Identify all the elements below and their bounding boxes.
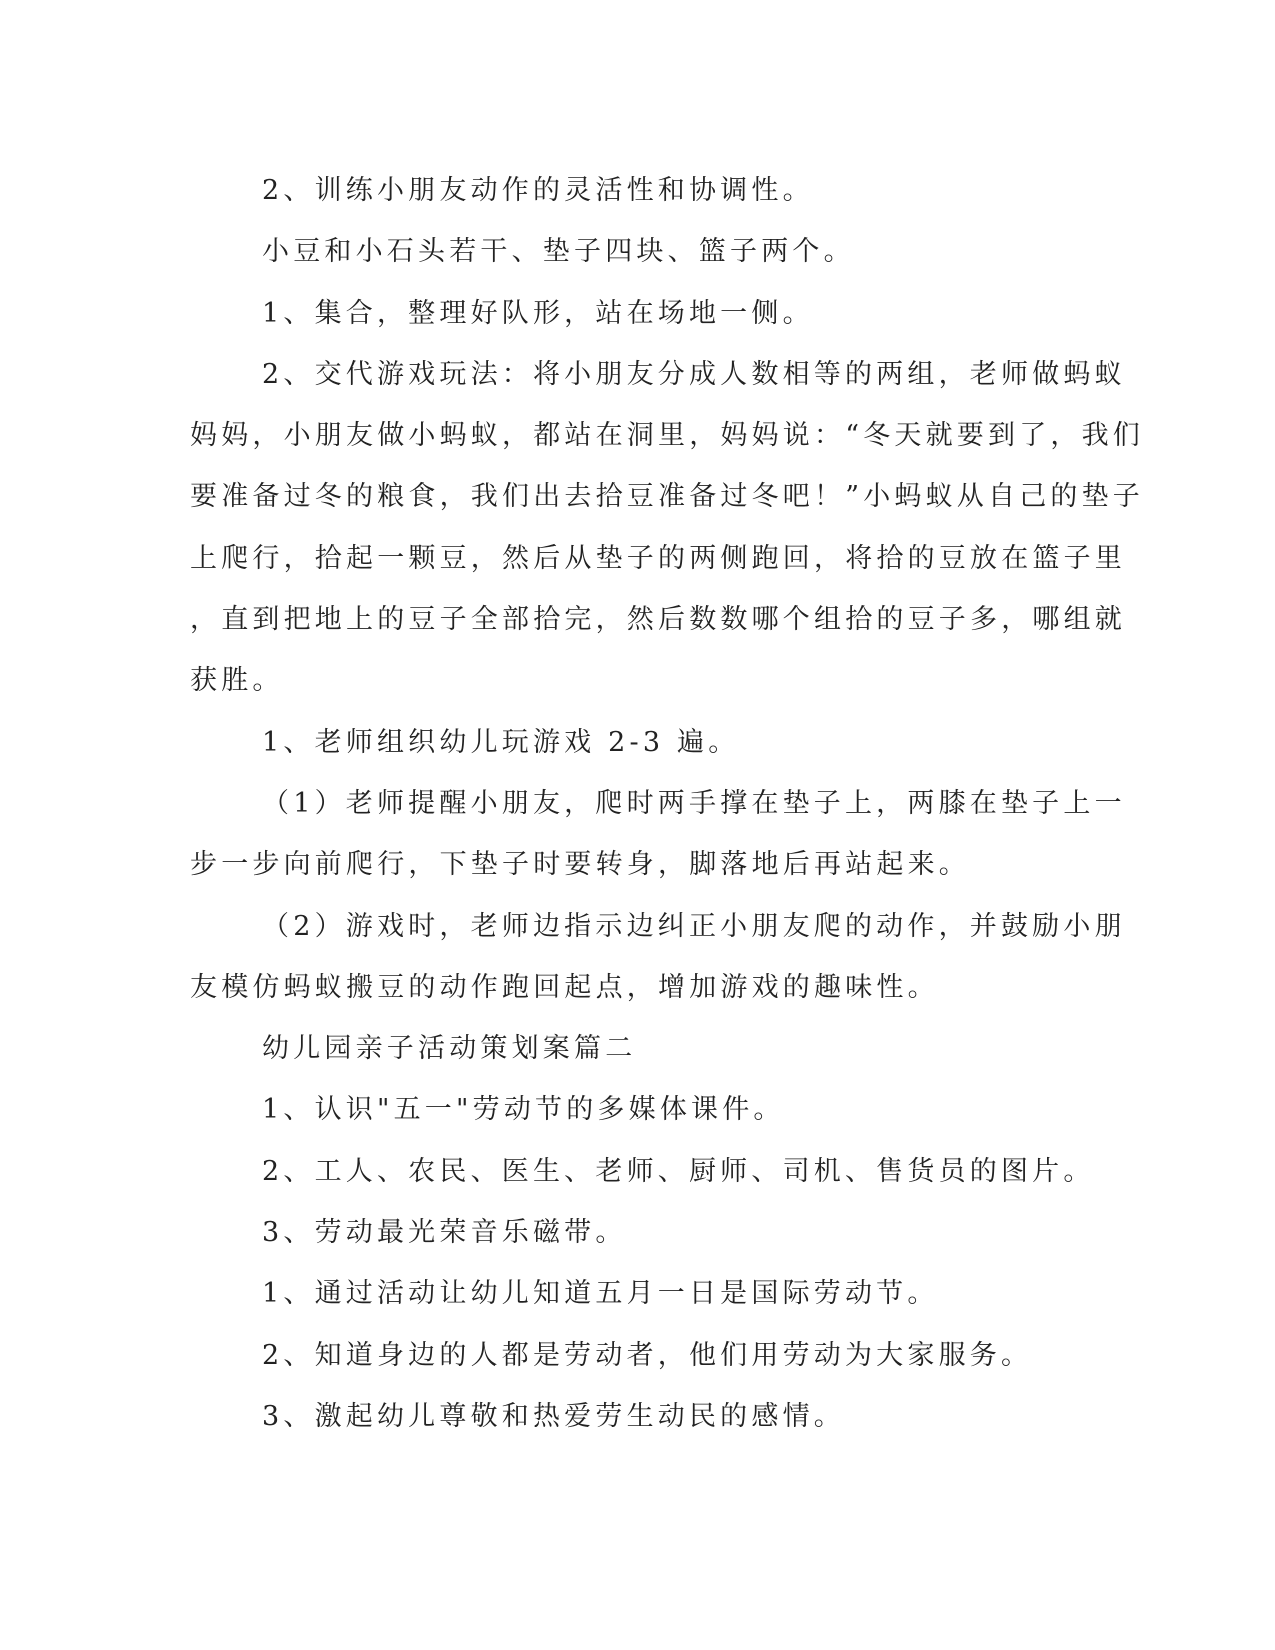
text-line: 步一步向前爬行，下垫子时要转身，脚落地后再站起来。 (190, 849, 970, 881)
text-line: 要准备过冬的粮食，我们出去拾豆准备过冬吧！”小蚂蚁从自己的垫子 (190, 481, 1145, 513)
section-heading: 幼儿园亲子活动策划案篇二 (262, 1033, 637, 1065)
text-line: 1、通过活动让幼儿知道五月一日是国际劳动节。 (262, 1278, 939, 1310)
text-line: 1、集合，整理好队形，站在场地一侧。 (262, 297, 814, 329)
document-body (190, 160, 1145, 1447)
text-line: 3、劳动最光荣音乐磁带。 (262, 1217, 627, 1249)
text-line: 友模仿蚂蚁搬豆的动作跑回起点，增加游戏的趣味性。 (190, 971, 939, 1003)
text-line: 2、交代游戏玩法：将小朋友分成人数相等的两组，老师做蚂蚁 (262, 358, 1126, 390)
text-line: （2）游戏时，老师边指示边纠正小朋友爬的动作，并鼓励小朋 (262, 910, 1126, 942)
text-line: 2、知道身边的人都是劳动者，他们用劳动为大家服务。 (262, 1339, 1033, 1371)
text-line: 上爬行，拾起一颗豆，然后从垫子的两侧跑回，将拾的豆放在篮子里 (190, 542, 1126, 574)
text-line: 3、激起幼儿尊敬和热爱劳生动民的感情。 (262, 1400, 845, 1432)
text-line: 1、认识"五一"劳动节的多媒体课件。 (262, 1094, 785, 1126)
text-line: （1）老师提醒小朋友，爬时两手撑在垫子上，两膝在垫子上一 (262, 787, 1126, 819)
text-line: 获胜。 (190, 665, 284, 697)
text-line: ，直到把地上的豆子全部拾完，然后数数哪个组拾的豆子多，哪组就 (190, 604, 1126, 636)
text-line: 2、训练小朋友动作的灵活性和协调性。 (262, 175, 814, 206)
text-line: 1、老师组织幼儿玩游戏 2-3 遍。 (262, 726, 740, 758)
text-line: 2、工人、农民、医生、老师、厨师、司机、售货员的图片。 (262, 1155, 1095, 1187)
text-line: 妈妈，小朋友做小蚂蚁，都站在洞里，妈妈说：“冬天就要到了，我们 (190, 420, 1145, 452)
text-line: 小豆和小石头若干、垫子四块、篮子两个。 (262, 236, 855, 268)
